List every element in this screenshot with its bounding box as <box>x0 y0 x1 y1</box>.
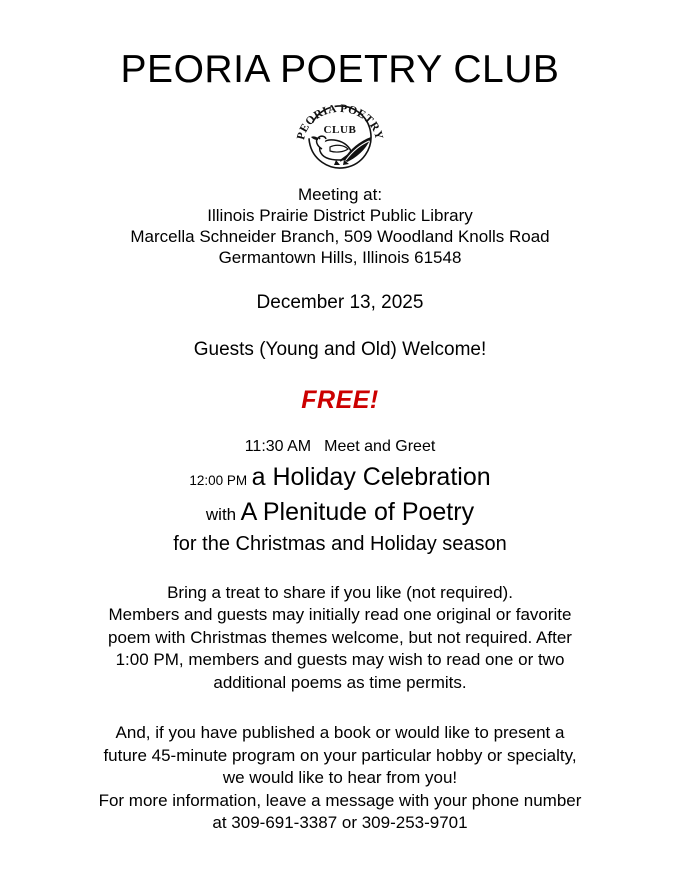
meeting-venue: Illinois Prairie District Public Library <box>207 206 473 225</box>
meeting-address-block <box>0 184 680 268</box>
welcome-message: Guests (Young and Old) Welcome! <box>193 339 487 360</box>
contact-line-3: we would like to hear from you! <box>222 768 458 788</box>
contact-phone-numbers: at 309-691-3387 or 309-253-9701 <box>212 813 468 833</box>
program-row-plenitude <box>0 497 680 528</box>
svg-text:PEORIA POETRY: PEORIA POETRY <box>295 102 385 142</box>
instructions-line-1: Bring a treat to share if you like (not required). <box>167 582 513 602</box>
contact-line-1: And, if you have published a book or would like to present a <box>115 723 565 743</box>
contact-line-4: For more information, leave a message with your phone number <box>98 790 582 810</box>
svg-text:CLUB: CLUB <box>323 124 357 136</box>
page-title: PEORIA POETRY CLUB <box>120 48 560 91</box>
program-label-meet-greet: Meet and Greet <box>324 438 436 455</box>
goose-with-quill-icon <box>292 99 388 171</box>
club-logo <box>0 99 680 171</box>
instructions-line-3: poem with Christmas themes welcome, but not required. After <box>108 627 572 647</box>
program-time-1130: 11:30 AM <box>244 438 312 455</box>
program-label-plenitude-of-poetry: A Plenitude of Poetry <box>240 498 475 527</box>
program-label-holiday-celebration: a Holiday Celebration <box>251 462 491 491</box>
instructions-line-5: additional poems as time permits. <box>213 672 467 692</box>
program-schedule <box>0 437 680 556</box>
program-time-1200: 12:00 PM <box>189 472 248 488</box>
price-badge: FREE! <box>301 386 379 414</box>
instructions-paragraph <box>0 582 680 695</box>
meeting-heading: Meeting at: <box>297 185 383 204</box>
program-row-season: for the Christmas and Holiday season <box>173 532 507 555</box>
meeting-city-state-zip: Germantown Hills, Illinois 61548 <box>218 248 462 267</box>
instructions-line-4: 1:00 PM, members and guests may wish to read one or two <box>115 650 565 670</box>
contact-line-2: future 45-minute program on your particular hobby or specialty, <box>103 745 577 765</box>
program-row-holiday-celebration <box>0 462 680 493</box>
meeting-branch-street: Marcella Schneider Branch, 509 Woodland Knolls Road <box>130 227 550 246</box>
instructions-line-2: Members and guests may initially read one original or favorite <box>108 605 572 625</box>
program-with-prefix: with <box>205 505 237 525</box>
contact-paragraph <box>0 722 680 835</box>
event-date: December 13, 2025 <box>256 292 424 313</box>
program-row-meet-and-greet <box>0 437 680 457</box>
